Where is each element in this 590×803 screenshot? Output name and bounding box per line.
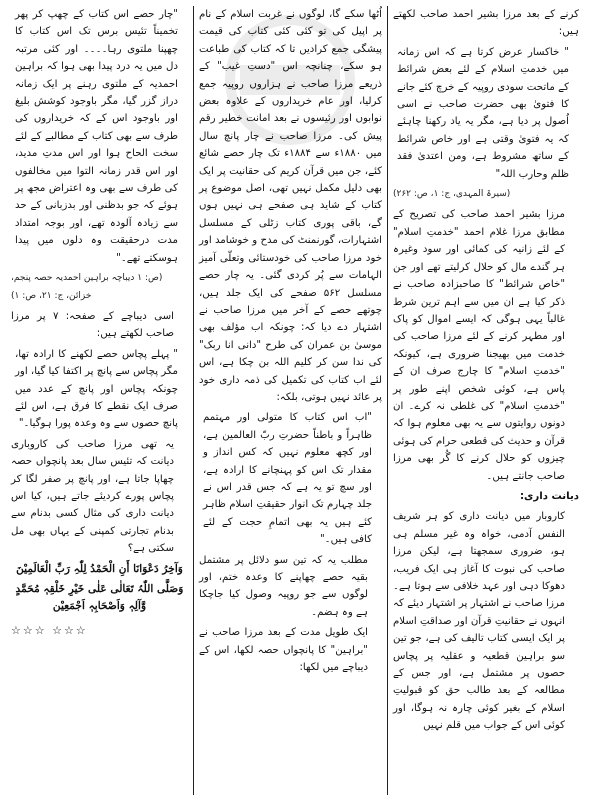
- paragraph: مرزا بشیر احمد صاحب کی تصریح کے مطابق مرزا غلام احمد "خدمتِ اسلام" کے لئے زانیہ کی کمائی اور سود وغیرہ ہر گندے مال کو حلال کرلیتے تھے اور جن "خاص شرائط" کا صاحبزادہ صاحب نے ذکر کیا ہے ان میں سے اہم ترین شرط غالباً یہی ہوگی کہ ایسے اموال کو پاک اور مطہر کرنے کے لئے مرزا صاحب کی خدمت میں بھیجنا ضروری ہے، کیونکہ "خدمتِ اسلام" کا چارج صرف ان کے پاس ہے، کوئی شخص اپنے طور پر "خدمتِ اسلام" کی غلطی نہ کرے۔ ان دونوں روایتوں سے یہ بھی معلوم ہوا کہ قرآن و حدیث کی قطعی حرام کی ہوئی چیزوں کو حلال کرنے کا گُر بھی مرزا صاحب جانتے ہیں۔: [393, 209, 565, 482]
- paragraph: ایک طویل مدت کے بعد مرزا صاحب نے "براہین" کا پانچواں حصہ لکھا، اس کے دیباچے میں لکھا:: [199, 627, 368, 674]
- paragraph: اُٹھا سکے گا، لوگوں نے غربت اسلام کے نام پر اپیل کی تو کئی کئی کتاب کی قیمت پیشگی جمع کرادیں تا کہ کتاب کی طباعت ہو سکے، چنانچہ اس "دستِ غیب" کے ذریعے مرزا صاحب نے ہزاروں روپیہ جمع کرلیا، اور عام خریداروں کے علاوہ بعض نوابوں اور رئیسوں نے بعد امانت خطیر رقم پیش کی۔ مرزا صاحب نے چار پانچ سال میں ۱۸۸۰ء سے ۱۸۸۴ء تک چار حصے شائع کئے، جن میں قرآن کریم کی حقانیت پر ایک بھی دلیل مکمل نہیں تھی، اصل موضوع پر کتاب کے شاید ہی صفحے ہی نہیں ہوں گے، باقی پوری کتاب زٹلی کے مسلسل اشتہارات، گورنمنٹ کی مدح و خوشامد اور خود مرزا صاحب کی خودستائی وتعلّی آمیز الہامات سے پُر کردی گئی۔ یہ چار حصے مسلسل ۵۶۲ صفحے کی ایک جلد ہیں، چوتھے حصے کے آخر میں مرزا صاحب نے اشتہار دے دیا کہ: چونکہ اب مؤلف بھی موسیٰ بن عمران کی طرح "دانی انا ربک" کی ندا سن کر کلیم اللہ بن چکا ہے، اس لئے اب کتاب کی تکمیل کی ذمہ داری خود پر عائد نہیں ہوتی، بلکہ:: [199, 9, 382, 403]
- paragraph-intro: کرنے کے بعد مرزا بشیر احمد صاحب لکھتے ہیں:: [393, 9, 579, 38]
- citation: (ص: ۱ دیباچہ براہین احمدیہ حصہ پنجم، خزائن، ج: ۲۱، ص: ۱): [11, 273, 163, 301]
- paragraph: اسی دیباچے کے صفحہ: ۷ پر مرزا صاحب لکھتے ہیں:: [11, 310, 174, 340]
- paragraph: یہ تھی مرزا صاحب کی کاروباری دیانت کہ تئیس سال بعد پانچواں حصہ چھاپا جاتا ہے، اور پانچ پر صفر لگا کر پچاس پورے کردیئے جاتے ہیں، کیا اس دیانت داری کی مثال کسی بدنام سے بدنام تجارتی کمپنی کے یہاں بھی مل سکتی ہے؟: [11, 438, 174, 555]
- quote-block: " خاکسار عرض کرتا ہے کہ اس زمانہ میں خدمتِ اسلام کے لئے بعض شرائط کے ماتحت سودی روپیہ کے خرچ کئے جانے کا فتویٰ بھی حضرت صاحب نے اسی اُصول پر دیا ہے، مگر یہ یاد رکھنا چاہئے کہ یہ فتویٰ وقتی ہے اور خاص شرائط کے ساتھ مشروط ہے، ومن اعتدیٰ فقد ظلم وحارب اللہ": [397, 46, 569, 180]
- end-stars: ☆☆☆ ☆☆☆: [11, 623, 88, 637]
- column-middle: [193, 6, 388, 795]
- closing-salutation: وَصَلَّى اللّٰہُ تَعَالٰی عَلٰی خَیْرِ خَلْقِہٖ مُحَمَّدٍ وَّآلِہٖ وَاَصْحَابِہٖ اَجْمَعِیْن: [15, 583, 184, 613]
- citation: (سیرۃ المہدی، ج: ۱، ص: ۲۶۲): [393, 189, 511, 200]
- paragraph: مطلب یہ کہ تین سو دلائل پر مشتمل بقیہ حصے چھاپنے کا وعدہ ختم، اور لوگوں سے جو روپیہ وصول کیا جاچکا ہے وہ ہضم۔: [199, 554, 368, 618]
- column-left: [6, 6, 193, 795]
- closing-dua: وَآخِرُ دَعْوَانَا أَنِ الْحَمْدُ لِلّٰہِ رَبِّ الْعَالَمِیْنَ: [16, 562, 183, 575]
- paragraph: کاروبار میں دیانت داری کو ہر شریف النفس آدمی، خواہ وہ غیر مسلم ہی ہو، ضروری سمجھتا ہے، لیکن مرزا صاحب کی نبوت کا آغاز ہی ایک فریب، دھوکا دہی اور عہد خلافی سے ہوتا ہے۔ مرزا صاحب نے اشتہار پر اشتہار دیئے کہ انہوں نے حقانیتِ قرآن اور صداقتِ اسلام پر ایک ایسی کتاب تالیف کی ہے، جو تین سو براہین قطعیہ و عقلیہ پر پچاس حصوں پر مشتمل ہے، اور جس کے مطالعہ کے بعد طالب حق کو قبولیتِ اسلام کے بغیر کوئی چارہ نہ ہوگا، اور کوئی اس کے جواب میں قلم نہیں: [392, 511, 565, 732]
- quote-block: " پہلے پچاس حصے لکھنے کا ارادہ تھا، مگر پچاس سے پانچ پر اکتفا کیا گیا، اور چونکہ پچاس اور پانچ کے عدد میں صرف ایک نقطے کا فرق ہے، اس لئے پانچ حصوں سے وہ وعدہ پورا ہوگیا۔": [15, 348, 178, 430]
- section-heading: دیانت داری:: [519, 490, 579, 502]
- quote-block: "اب اس کتاب کا متولی اور مہتمم ظاہراً و باطناً حضرتِ ربّ العالمین ہے، اور کچھ معلوم نہیں کہ کس انداز و مقدار تک اس کو پہنچانے کا ارادہ ہے، اور سچ تو یہ ہے کہ جس قدر اس نے جلد چہارم تک انوار حقیقتِ اسلام ظاہر کئے ہیں یہ بھی اتمامِ حجت کے لئے کافی ہیں۔": [203, 412, 372, 546]
- column-right: [388, 6, 584, 795]
- quote-block: "چار حصے اس کتاب کے چھپ کر پھر تخمیناً تئیس برس تک اس کتاب کا چھپنا ملتوی رہا۔۔۔۔ اور کئی مرتبہ دل میں یہ درد پیدا بھی ہوا کہ براہین احمدیہ کے ملتوی رہنے پر ایک زمانہ دراز گزر گیا، مگر باوجود کوشش بلیغ اور باوجود اس کے کہ خریداروں کی طرف سے بھی کتاب کے مطالبے کے لئے سخت الحاح ہوا اور اس مدتِ مدید، اور اس قدر زمانہ التوا میں مخالفوں کی طرف سے بھی وہ اعتراض مجھ پر ہوئے کہ جو بدظنی اور بدزبانی کے حد سے زیادہ آلودہ تھے، اور بوجہ امتداد مدت درحقیقت وہ دلوں میں پیدا ہوسکتے تھے۔": [15, 9, 178, 264]
